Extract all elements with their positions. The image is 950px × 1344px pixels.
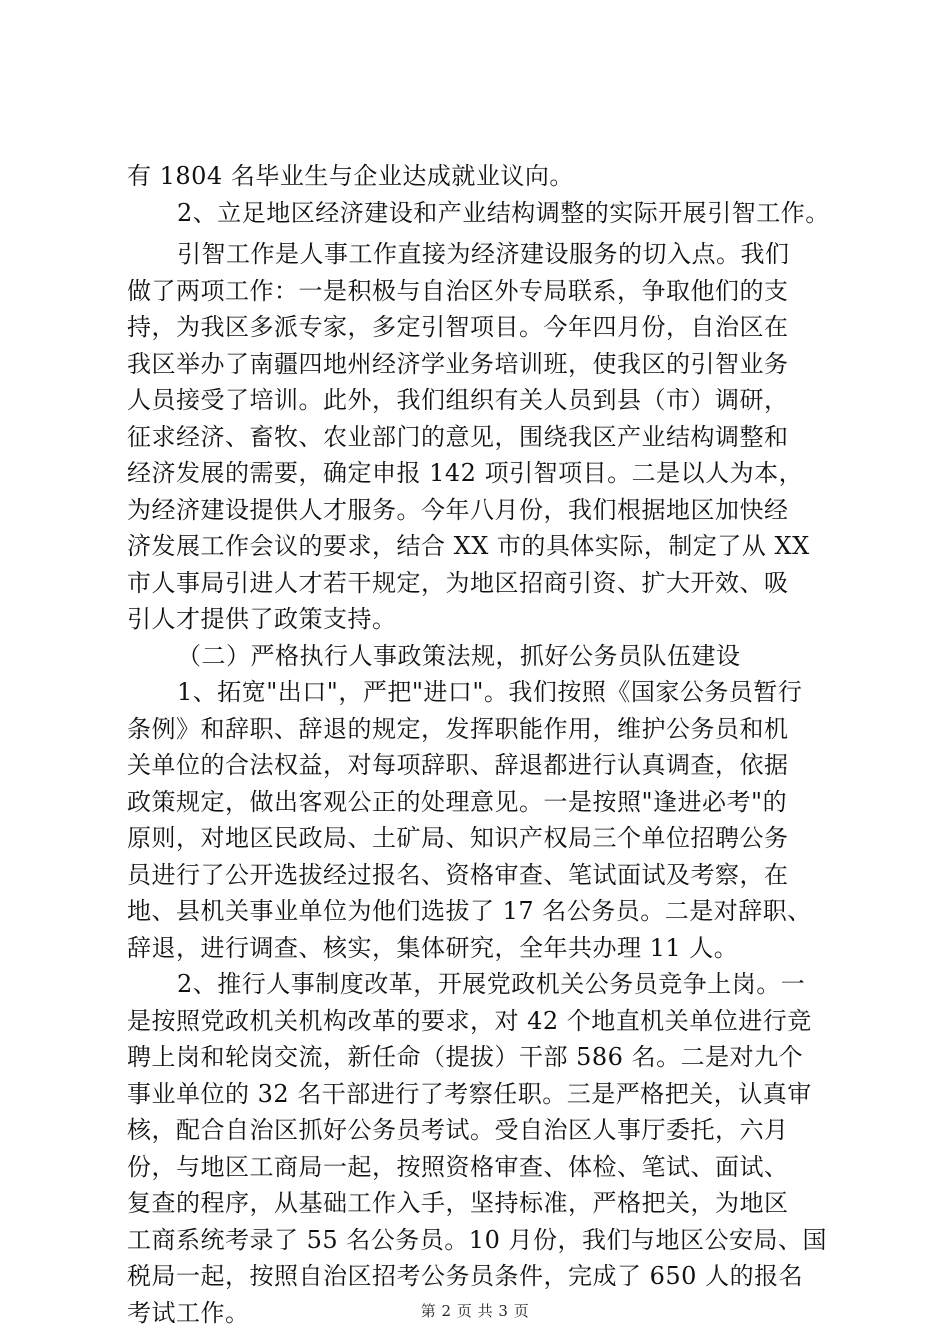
subheading-2: 2、立足地区经济建设和产业结构调整的实际开展引智工作。: [177, 198, 830, 227]
section-heading: （二）严格执行人事政策法规，抓好公务员队伍建设: [177, 641, 741, 670]
text-line: 是按照党政机关机构改革的要求，对 42 个地直机关单位进行竞: [127, 1006, 812, 1035]
text-line: 事业单位的 32 名干部进行了考察任职。三是严格把关，认真审: [127, 1079, 812, 1108]
text-line: 做了两项工作：一是积极与自治区外专局联系，争取他们的支: [127, 276, 789, 305]
page-number-footer: 第 2 页 共 3 页: [420, 1302, 530, 1320]
text-line: 政策规定，做出客观公正的处理意见。一是按照"逢进必考"的: [127, 787, 788, 816]
text-line: 我区举办了南疆四地州经济学业务培训班，使我区的引智业务: [127, 349, 789, 378]
text-line: 1、拓宽"出口"，严把"进口"。我们按照《国家公务员暂行: [177, 678, 803, 706]
text-line: 原则，对地区民政局、土矿局、知识产权局三个单位招聘公务: [127, 824, 789, 852]
text-line: 为经济建设提供人才服务。今年八月份，我们根据地区加快经: [127, 495, 789, 524]
text-line: 聘上岗和轮岗交流，新任命（提拔）干部 586 名。二是对九个: [127, 1043, 804, 1071]
text-line: 持，为我区多派专家，多定引智项目。今年四月份，自治区在: [127, 313, 789, 341]
text-line: 征求经济、畜牧、农业部门的意见，围绕我区产业结构调整和: [127, 422, 789, 451]
text-line: 人员接受了培训。此外，我们组织有关人员到县（市）调研，: [127, 386, 789, 414]
text-line: 份，与地区工商局一起，按照资格审查、体检、笔试、面试、: [127, 1152, 789, 1181]
text-line: 经济发展的需要，确定申报 142 项引智项目。二是以人为本，: [127, 459, 804, 487]
text-line: 市人事局引进人才若干规定，为地区招商引资、扩大开效、吸: [127, 568, 789, 597]
text-line: 济发展工作会议的要求，结合 XX 市的具体实际，制定了从 XX: [127, 532, 810, 560]
text-line: 考试工作。: [127, 1298, 250, 1327]
text-line: 员进行了公开选拔经过报名、资格审查、笔试面试及考察，在: [127, 860, 789, 889]
text-line: 2、推行人事制度改革，开展党政机关公务员竞争上岗。一: [177, 970, 806, 998]
text-line: 有 1804 名毕业生与企业达成就业议向。: [127, 162, 574, 190]
text-line: 复查的程序，从基础工作入手，坚持标准，严格把关，为地区: [127, 1189, 789, 1217]
text-line: 税局一起，按照自治区招考公务员条件，完成了 650 人的报名: [127, 1262, 804, 1290]
text-line: 辞退，进行调查、核实，集体研究，全年共办理 11 人。: [127, 933, 739, 962]
paragraph-top: [127, 158, 837, 231]
text-line: 地、县机关事业单位为他们选拔了 17 名公务员。二是对辞职、: [127, 897, 812, 925]
text-line: [127, 195, 837, 232]
body-text: [127, 236, 837, 1331]
text-line: 工商系统考录了 55 名公务员。10 月份，我们与地区公安局、国: [127, 1225, 827, 1254]
text-line: 引智工作是人事工作直接为经济建设服务的切入点。我们: [177, 240, 790, 268]
text-line: 条例》和辞职、辞退的规定，发挥职能作用，维护公务员和机: [127, 714, 789, 743]
text-line: 核，配合自治区抓好公务员考试。受自治区人事厅委托，六月: [127, 1116, 789, 1144]
text-line: 关单位的合法权益，对每项辞职、辞退都进行认真调查，依据: [127, 751, 789, 779]
text-line: 引人才提供了政策支持。: [127, 605, 397, 633]
